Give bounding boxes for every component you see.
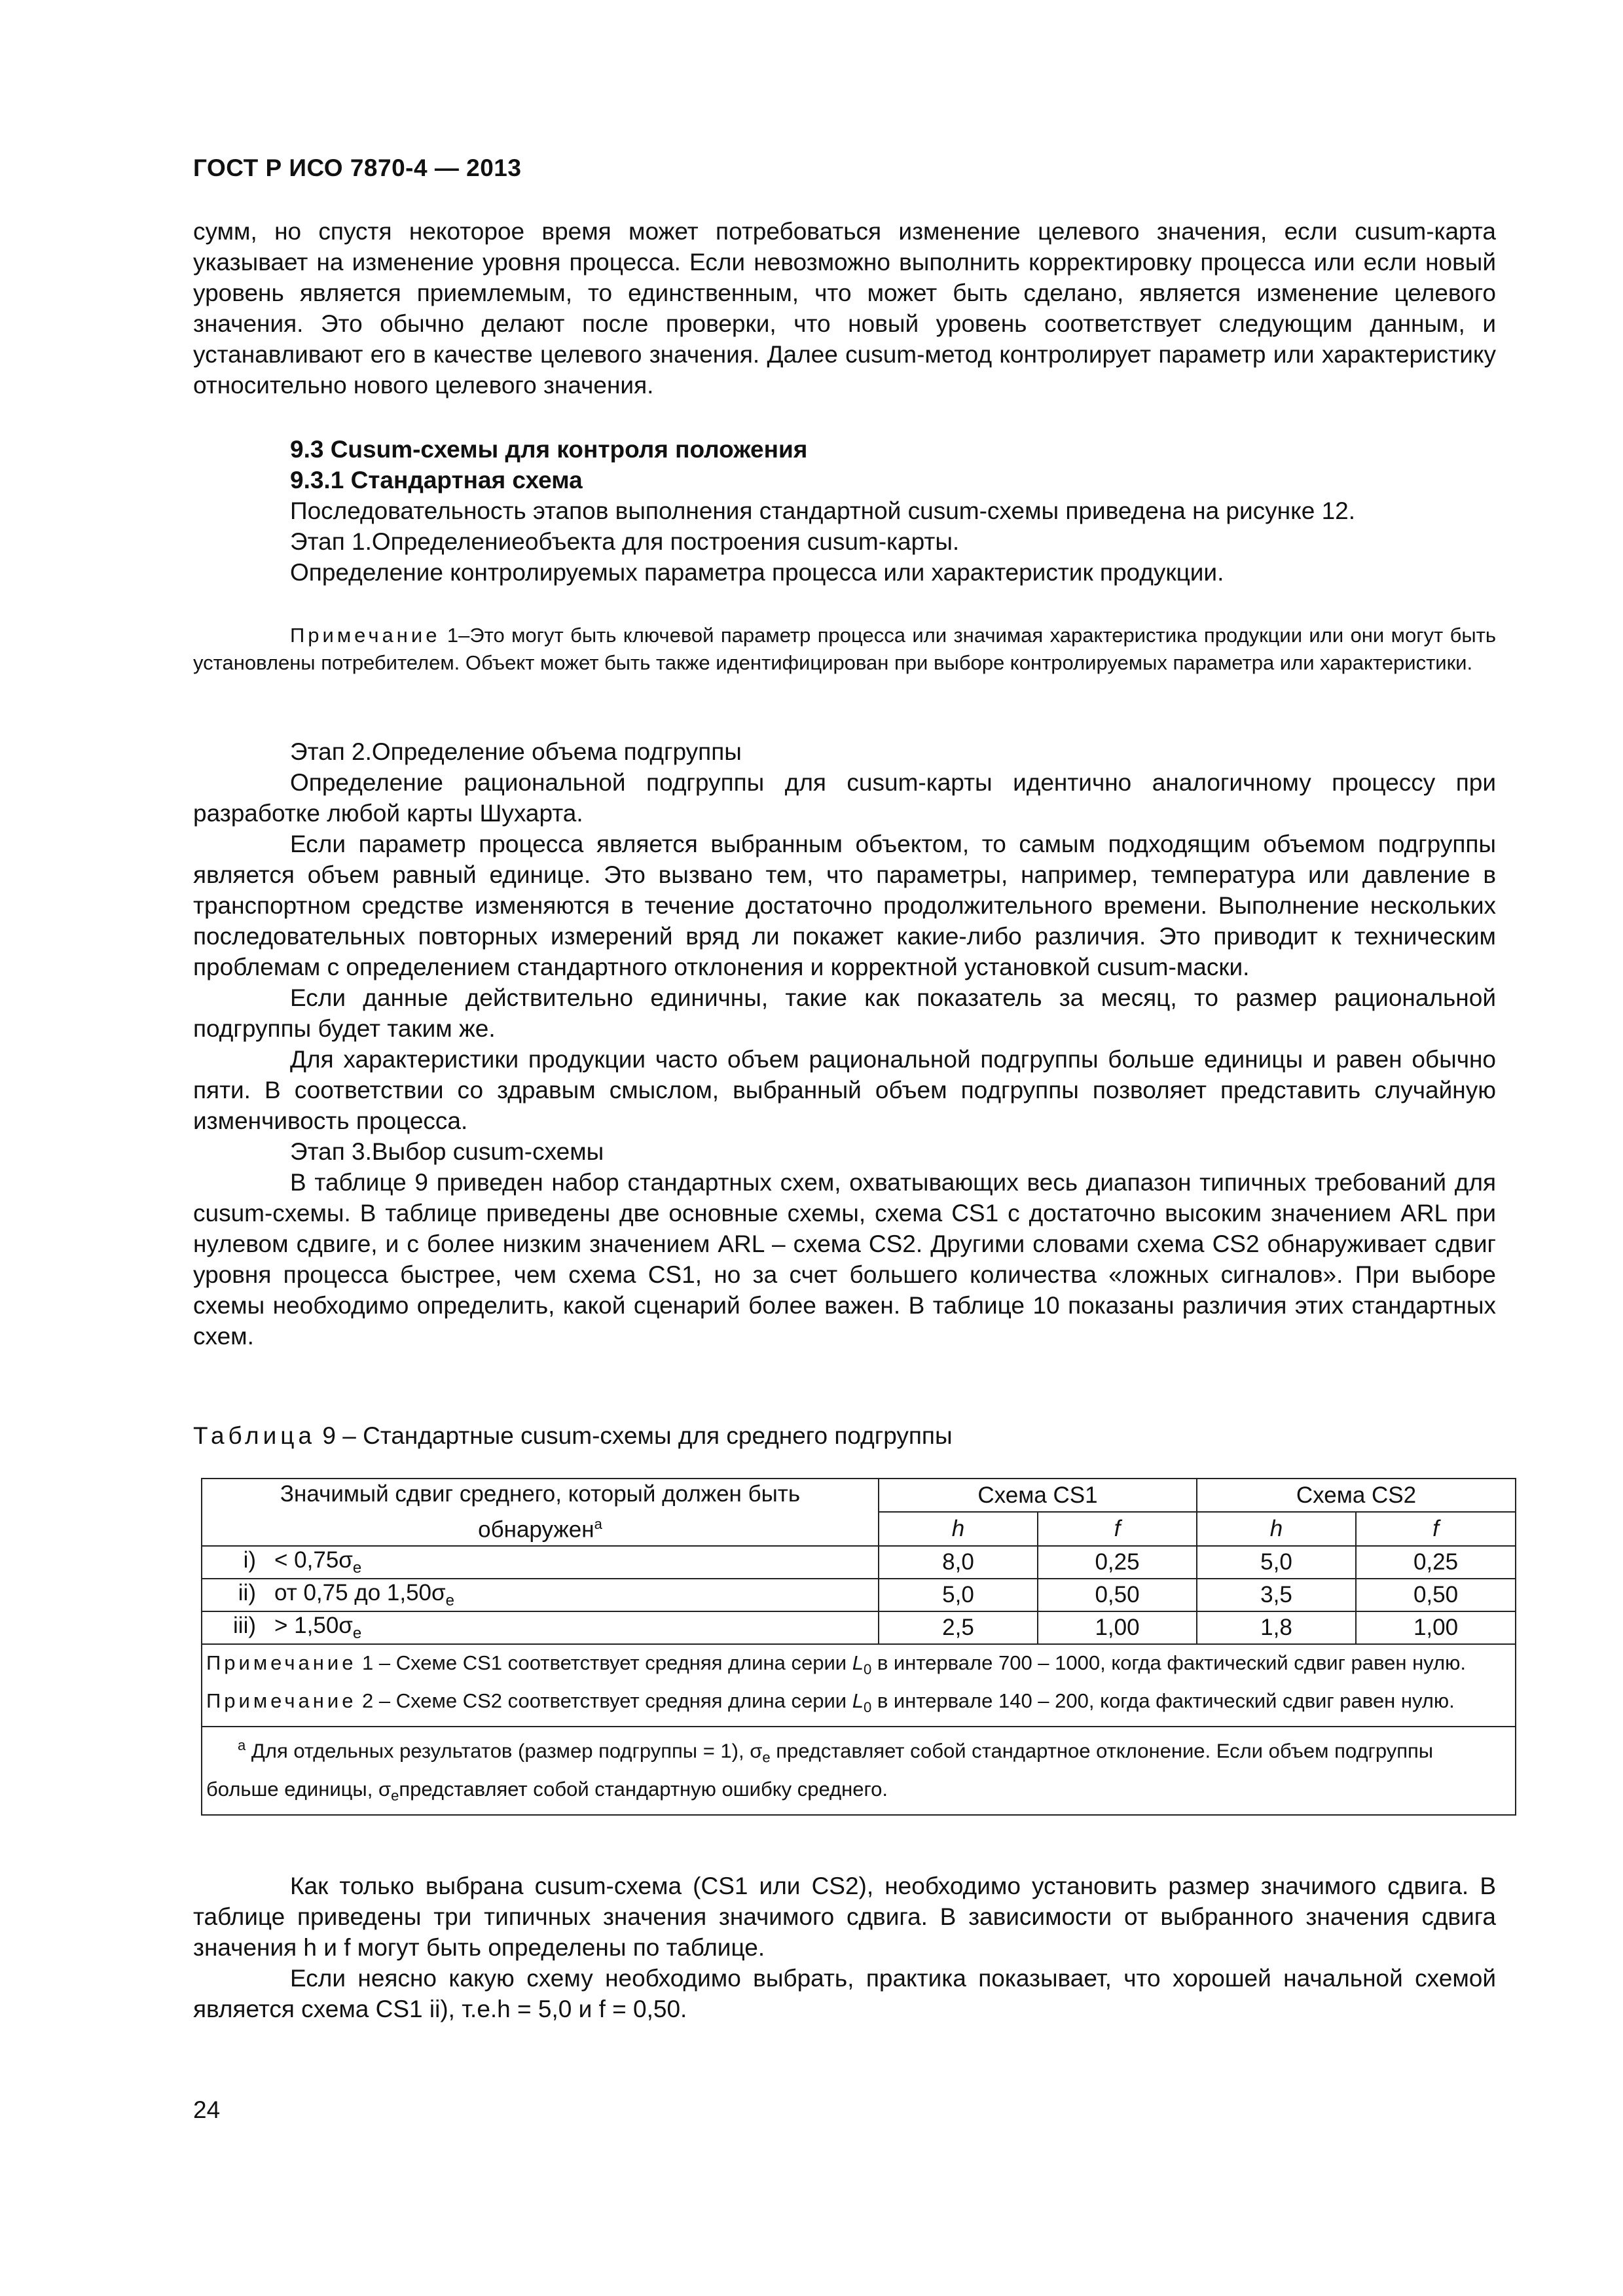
header-cs2-f: f — [1356, 1512, 1516, 1545]
paragraph-product-characteristic: Для характеристики продукции часто объем рациональной подгруппы больше единицы и равен обычно пяти. В соответствии со здравым смыслом, выбранный объем подгруппы позволяет представить случайную изменчивость процесса. — [193, 1046, 1496, 1134]
header-cs1-h: h — [879, 1512, 1038, 1545]
paragraph-single-data: Если данные действительно единичны, такие как показатель за месяц, то размер рациональной подгруппы будет таким же. — [193, 984, 1496, 1042]
caption-lead: Таблица — [193, 1422, 316, 1449]
table-row: $i) < 0,75\sigma_e$ 8,0 0,25 5,0 0,25 — [202, 1546, 1516, 1579]
note-1 — [193, 622, 1496, 677]
step-2: Этап 2.Определение объема подгруппы — [290, 738, 742, 765]
step-1-description: Определение контролируемых параметра процесса или характеристик продукции. — [290, 559, 1224, 586]
table-row: ii) от 0,75 до $1,50\sigma_e$ 5,0 0,50 3,5 0,50 — [202, 1579, 1516, 1611]
page-number: 24 — [193, 2096, 221, 2123]
note-text: 1–Это могут быть ключевой параметр процесса или значимая характеристика продукции или они могут быть установлены потребителем. Объект может быть также идентифицирован при выборе контролируемых параметра или характеристики. — [193, 624, 1496, 674]
paragraph-rational-subgroup: Определение рациональной подгруппы для cusum-карты идентично аналогичному процессу при разработке любой карты Шухарта. — [193, 769, 1496, 827]
caption-text: 9 – Стандартные cusum-схемы для среднего подгруппы — [316, 1422, 953, 1449]
table-footnote-a: $^a$ Для отдельных результатов (размер подгруппы = 1), $\sigma_e$ представляет собой стандартное отклонение. Если объем подгруппы больше единицы, $\sigma_eпредставляет$ собой стандартную ошибку среднего. — [202, 1727, 1516, 1815]
step-1: Этап 1.Определениеобъекта для построения cusum-карты. — [290, 528, 960, 555]
header-cs2-h: h — [1197, 1512, 1356, 1545]
paragraph-sequence: Последовательность этапов выполнения стандартной cusum-схемы приведена на рисунке 12. — [290, 497, 1356, 524]
paragraph-after-selection: Как только выбрана cusum-схема (CS1 или CS2), необходимо установить размер значимого сдвига. В таблице приведены три типичных значения значимого сдвига. В зависимости от выбранного значения сдвига значения h и f могут быть определены по таблице. — [193, 1873, 1496, 1961]
page-header: ГОСТ Р ИСО 7870-4 — 2013 — [193, 154, 522, 181]
closing-paragraphs — [193, 1871, 1496, 2024]
header-scheme-cs2: Схема CS2 — [1197, 1479, 1516, 1512]
table-9-caption — [193, 1420, 1496, 1451]
paragraph-table-9-intro: В таблице 9 приведен набор стандартных схем, охватывающих весь диапазон типичных требований для cusum-схемы. В таблице приведены две основные схемы, схема CS1 с достаточно высоким значением ARL при нулевом сдвиге, и с более низким значением ARL – схема CS2. Другими словами схема CS2 обнаруживает сдвиг уровня процесса быстрее, чем схема CS1, но за счет большего количества «ложных сигналов». При выборе схемы необходимо определить, какой сценарий более важен. В таблице 10 показаны различия этих стандартных схем. — [193, 1169, 1496, 1350]
header-significant-shift: Значимый сдвиг среднего, который должен быть обнаружен$^a$ — [202, 1479, 879, 1546]
header-scheme-cs1: Схема CS1 — [879, 1479, 1197, 1512]
step-3: Этап 3.Выбор cusum-схемы — [290, 1138, 604, 1165]
table-note-1: Примечание 1 – Схеме CS1 соответствует средняя длина серии $L_0$ в интервале 700 – 1000, когда фактический сдвиг равен нулю. — [206, 1651, 1466, 1677]
table-row: $iii) > 1,50\sigma_e$ 2,5 1,00 1,8 1,00 — [202, 1611, 1516, 1644]
table-header-row — [202, 1479, 1516, 1512]
header-cs1-f: f — [1038, 1512, 1197, 1545]
heading-9-3: 9.3 Cusum-схемы для контроля положения — [290, 436, 808, 463]
paragraph-process-parameter: Если параметр процесса является выбранным объектом, то самым подходящим объемом подгруппы является объем равный единице. Это вызвано тем, что параметры, например, температура или давление в транспортном средстве изменяются в течение достаточно продолжительного времени. Выполнение нескольких последовательных повторных измерений вряд ли покажет какие-либо различия. Это приводит к техническим проблемам с определением стандартного отклонения и корректной установкой cusum-маски. — [193, 831, 1496, 980]
paragraph-recommendation: Если неясно какую схему необходимо выбрать, практика показывает, что хорошей начальной схемой является схема CS1 ii), т.е.h = 5,0 и f = 0,50. — [193, 1965, 1496, 2022]
section-9-3 — [193, 434, 1496, 588]
table-notes-row — [202, 1644, 1516, 1727]
note-lead: Примечание — [290, 624, 441, 647]
heading-9-3-1: 9.3.1 Стандартная схема — [290, 467, 583, 493]
section-steps-2-3 — [193, 736, 1496, 1352]
table-note-2: Примечание 2 – Схеме CS2 соответствует средняя длина серии $L_0$ в интервале 140 – 200, когда фактический сдвиг равен нулю. — [206, 1689, 1455, 1716]
table-9 — [193, 1478, 1516, 1816]
intro-paragraph: сумм, но спустя некоторое время может потребоваться изменение целевого значения, если cusum-карта указывает на изменение уровня процесса. Если невозможно выполнить корректировку процесса или если новый уровень является приемлемым, то единственным, что может быть сделано, является изменение целевого значения. Это обычно делают после проверки, что новый уровень соответствует следующим данным, и устанавливают его в качестве целевого значения. Далее cusum-метод контролирует параметр или характеристику относительно нового целевого значения. — [193, 218, 1496, 399]
table-footnote-row — [202, 1727, 1516, 1815]
